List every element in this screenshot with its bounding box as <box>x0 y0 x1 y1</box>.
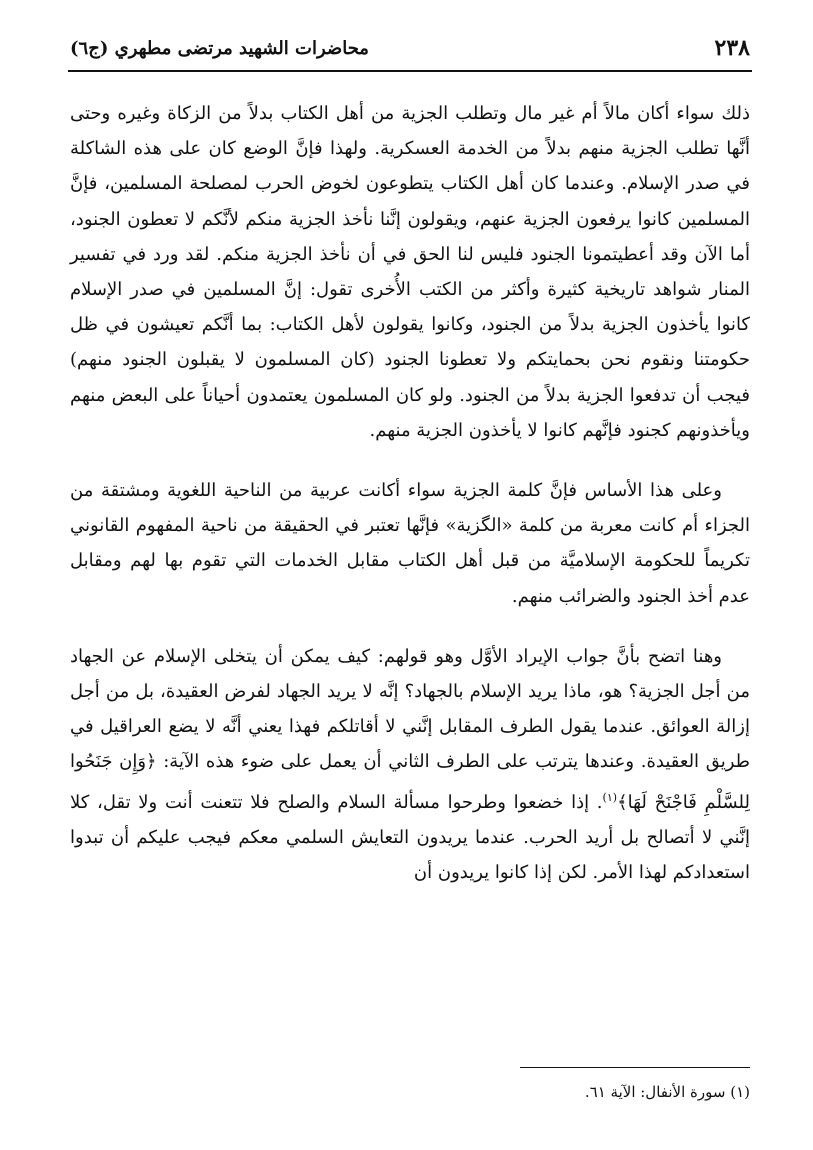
footnote: (١) سورة الأنفال: الآية ٦١. <box>584 1083 750 1101</box>
header-rule <box>68 70 752 72</box>
paragraph-3 <box>70 639 750 890</box>
body-text <box>70 96 750 890</box>
paragraph-3-after-verse: . إذا خضعوا وطرحوا مسألة السلام والصلح فلا تتعنت أنت ولا تقل، كلا إنَّني لا أتصالح بل أريد الحرب. عندما يريدون التعايش السلمي معكم فيجب عليكم أن تبدوا استعدادكم لهذا الأمر. لكن إذا كانوا يريدون أن <box>70 791 750 884</box>
page-number: ٢٣٨ <box>714 35 750 61</box>
running-title: محاضرات الشهيد مرتضى مطهري (ج٦) <box>70 37 369 59</box>
paragraph-2: وعلى هذا الأساس فإنَّ كلمة الجزية سواء أكانت عربية من الناحية اللغوية ومشتقة من الجزاء أم كانت معربة من كلمة «الگزية» فإنَّها تعتبر في الحقيقة من ناحية المفهوم القانوني تكريماً للحكومة الإسلاميَّة من قبل أهل الكتاب مقابل الخدمات التي تقوم بها لهم ومقابل عدم أخذ الجنود والضرائب منهم. <box>70 480 750 607</box>
paragraph-3-before-verse: وهنا اتضح بأنَّ جواب الإيراد الأوَّل وهو قولهم: كيف يمكن أن يتخلى الإسلام عن الجهاد من أجل الجزية؟ هو، ماذا يريد الإسلام بالجهاد؟ إنَّه لا يريد الجهاد لفرض العقيدة، بل من أجل إزالة العوائق. عندما يقول الطرف المقابل إنَّني لا أقاتلكم فهذا يعني أنَّه لا يضع العراقيل في طريق العقيدة. وعندها يترتب على الطرف الثاني أن يعمل على ضوء هذه الآية: <box>70 645 750 773</box>
footnote-rule <box>520 1067 750 1068</box>
paragraph-1: ذلك سواء أكان مالاً أم غير مال وتطلب الجزية من أهل الكتاب بدلاً من الزكاة وغيره وحتى أنَّها تطلب الجزية منهم بدلاً من الخدمة العسكرية. ولهذا فإنَّ الوضع كان على هذه الشاكلة في صدر الإسلام. وعندما كان أهل الكتاب يتطوعون لخوض الحرب لمصلحة المسلمين، فإنَّ المسلمين كانوا يرفعون الجزية عنهم، ويقولون إنَّنا نأخذ الجزية منكم لأنَّكم لا تعطون الجنود، أما الآن وقد أعطيتمونا الجنود فليس لنا الحق في أن نأخذ الجزية منكم. لقد ورد في تفسير المنار شواهد تاريخية كثيرة وأكثر من الكتب الأُخرى تقول: إنَّ المسلمين في صدر الإسلام كانوا يأخذون الجزية بدلاً من الجنود، وكانوا يقولون لأهل الكتاب: بما أنَّكم تعيشون في ظل حكومتنا ونقوم نحن بحمايتكم ولا تعطونا الجنود (كان المسلمون لا يقبلون الجنود منهم) فيجب أن تدفعوا الجزية بدلاً من الجنود. ولو كان المسلمون يعتمدون أحياناً على البعض منهم ويأخذونهم كجنود فإنَّهم كانوا لا يأخذون الجزية منهم. <box>70 103 750 441</box>
quran-verse: ﴿وَإِن جَنَحُوا لِلسَّلْمِ فَاجْنَحْ لَهَا﴾ <box>70 751 750 813</box>
footnote-marker: (١) <box>602 790 618 804</box>
page-header <box>70 30 750 66</box>
